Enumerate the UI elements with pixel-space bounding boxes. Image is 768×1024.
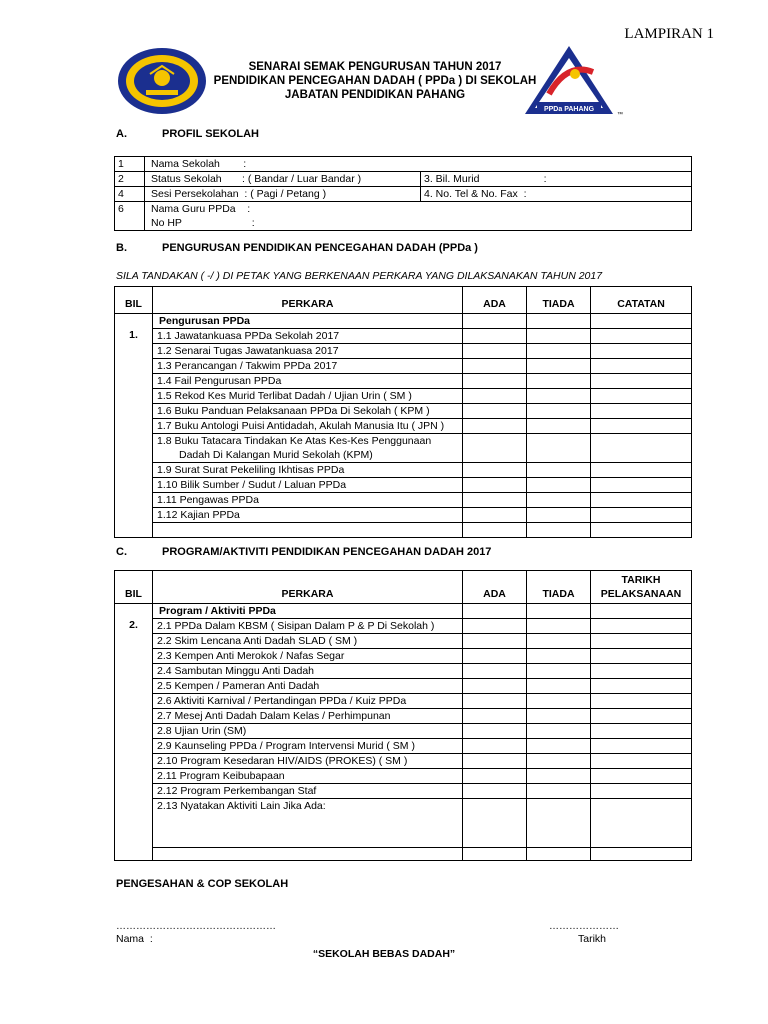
ada-cell[interactable]	[463, 754, 527, 769]
tarikh-cell[interactable]	[591, 619, 692, 634]
catatan-cell[interactable]	[591, 508, 692, 523]
tiada-cell[interactable]	[527, 848, 591, 861]
table-header-row	[115, 287, 692, 314]
catatan-cell[interactable]	[591, 359, 692, 374]
ada-cell[interactable]	[463, 664, 527, 679]
ppda-logo-text: PPDa PAHANG	[543, 106, 595, 113]
tiada-cell[interactable]	[527, 739, 591, 754]
catatan-cell[interactable]	[591, 344, 692, 359]
table-row	[115, 389, 692, 404]
tiada-cell[interactable]	[527, 724, 591, 739]
guru-ppda-field[interactable]	[145, 202, 692, 231]
profile-row	[115, 157, 692, 172]
tarikh-cell[interactable]	[591, 709, 692, 724]
tiada-cell[interactable]	[527, 508, 591, 523]
row-number: 1	[115, 157, 145, 172]
ada-cell[interactable]	[463, 419, 527, 434]
ada-cell[interactable]	[463, 344, 527, 359]
tarikh-cell[interactable]	[591, 604, 692, 619]
profile-row	[115, 187, 692, 202]
catatan-cell[interactable]	[591, 374, 692, 389]
tiada-cell[interactable]	[527, 389, 591, 404]
table-row	[115, 784, 692, 799]
tarikh-cell[interactable]	[591, 799, 692, 848]
section-a-title: PROFIL SEKOLAH	[162, 128, 259, 140]
tarikh-cell[interactable]	[591, 694, 692, 709]
profile-row	[115, 172, 692, 187]
table-row	[115, 344, 692, 359]
table-row	[115, 619, 692, 634]
col-catatan: CATATAN	[591, 287, 692, 314]
table-row	[115, 709, 692, 724]
ada-cell[interactable]	[463, 374, 527, 389]
tarikh-cell[interactable]	[591, 664, 692, 679]
item-label-multiline	[153, 434, 463, 463]
ada-cell[interactable]	[463, 709, 527, 724]
item-1-8-line-1: 1.8 Buku Tatacara Tindakan Ke Atas Kes-Kes Penggunaan	[157, 435, 432, 447]
tiada-cell[interactable]	[527, 604, 591, 619]
section-c-label: C.	[116, 546, 127, 558]
tarikh-cell[interactable]	[591, 784, 692, 799]
tiada-cell[interactable]	[527, 649, 591, 664]
ada-cell[interactable]	[463, 724, 527, 739]
col-ada: ADA	[463, 287, 527, 314]
col-ada: ADA	[463, 571, 527, 604]
tiada-cell[interactable]	[527, 664, 591, 679]
table-row	[115, 679, 692, 694]
table-row	[115, 478, 692, 493]
section-a-label: A.	[116, 128, 127, 140]
nama-label: Nama :	[116, 933, 153, 945]
group-heading: Program / Aktiviti PPDa	[153, 604, 463, 619]
item-label: 2.2 Skim Lencana Anti Dadah SLAD ( SM )	[153, 634, 463, 649]
tiada-cell[interactable]	[527, 754, 591, 769]
item-label: 2.11 Program Keibubapaan	[153, 769, 463, 784]
tarikh-cell[interactable]	[591, 769, 692, 784]
tiada-cell[interactable]	[527, 523, 591, 538]
item-label: 1.7 Buku Antologi Puisi Antidadah, Akulah Manusia Itu ( JPN )	[153, 419, 463, 434]
ada-cell[interactable]	[463, 799, 527, 848]
instruction-note: SILA TANDAKAN ( -/ ) DI PETAK YANG BERKENAAN PERKARA YANG DILAKSANAKAN TAHUN 2017	[116, 270, 603, 282]
item-label: 2.4 Sambutan Minggu Anti Dadah	[153, 664, 463, 679]
tiada-cell[interactable]	[527, 419, 591, 434]
col-tarikh: TARIKH	[621, 574, 661, 586]
tiada-cell[interactable]	[527, 344, 591, 359]
tiada-cell[interactable]	[527, 634, 591, 649]
row-number: 4	[115, 187, 145, 202]
item-label: 2.12 Program Perkembangan Staf	[153, 784, 463, 799]
ada-cell[interactable]	[463, 493, 527, 508]
header-line-3: JABATAN PENDIDIKAN PAHANG	[284, 89, 466, 101]
checklist-c-table	[114, 570, 692, 861]
table-row	[115, 493, 692, 508]
ada-cell[interactable]	[463, 679, 527, 694]
table-row	[115, 739, 692, 754]
ada-cell[interactable]	[463, 463, 527, 478]
ada-cell[interactable]	[463, 329, 527, 344]
table-row	[115, 463, 692, 478]
header-line-2: PENDIDIKAN PENCEGAHAN DADAH ( PPDa ) DI SEKOLAH	[213, 75, 537, 87]
item-label: 1.9 Surat Surat Pekeliling Ikhtisas PPDa	[153, 463, 463, 478]
checklist-b-table	[114, 286, 692, 538]
tiada-cell[interactable]	[527, 359, 591, 374]
item-label: 1.6 Buku Panduan Pelaksanaan PPDa Di Sekolah ( KPM )	[153, 404, 463, 419]
item-label: 2.3 Kempen Anti Merokok / Nafas Segar	[153, 649, 463, 664]
table-row	[115, 419, 692, 434]
item-label: 1.1 Jawatankuasa PPDa Sekolah 2017	[153, 329, 463, 344]
tiada-cell[interactable]	[527, 493, 591, 508]
table-row	[115, 359, 692, 374]
item-label: 2.7 Mesej Anti Dadah Dalam Kelas / Perhimpunan	[153, 709, 463, 724]
table-row	[115, 664, 692, 679]
ada-cell[interactable]	[463, 508, 527, 523]
table-row	[115, 508, 692, 523]
catatan-cell[interactable]	[591, 493, 692, 508]
ada-cell[interactable]	[463, 634, 527, 649]
catatan-cell[interactable]	[591, 478, 692, 493]
table-row	[115, 329, 692, 344]
section-b-title: PENGURUSAN PENDIDIKAN PENCEGAHAN DADAH (PPDa )	[162, 242, 478, 254]
ada-cell[interactable]	[463, 523, 527, 538]
ada-cell[interactable]	[463, 649, 527, 664]
item-label: 1.10 Bilik Sumber / Sudut / Laluan PPDa	[153, 478, 463, 493]
ada-cell[interactable]	[463, 389, 527, 404]
section-c-title: PROGRAM/AKTIVITI PENDIDIKAN PENCEGAHAN DADAH 2017	[162, 546, 492, 558]
tarikh-cell[interactable]	[591, 634, 692, 649]
tarikh-cell[interactable]	[591, 739, 692, 754]
col-tiada: TIADA	[527, 571, 591, 604]
profile-row	[115, 202, 692, 231]
catatan-cell[interactable]	[591, 329, 692, 344]
tiada-cell[interactable]	[527, 478, 591, 493]
ada-cell[interactable]	[463, 478, 527, 493]
bil-number: 2.	[115, 604, 153, 861]
table-row	[115, 848, 692, 861]
ada-cell[interactable]	[463, 784, 527, 799]
col-perkara: PERKARA	[153, 571, 463, 604]
tel-fax-field[interactable]: 4. No. Tel & No. Fax :	[421, 187, 692, 202]
ada-cell[interactable]	[463, 694, 527, 709]
signature-line-left[interactable]: …………………………………………	[116, 921, 276, 932]
tarikh-cell[interactable]	[591, 754, 692, 769]
jabatan-pendidikan-logo	[116, 46, 208, 116]
item-label: 2.5 Kempen / Pameran Anti Dadah	[153, 679, 463, 694]
tarikh-cell[interactable]	[591, 679, 692, 694]
ada-cell[interactable]	[463, 619, 527, 634]
nama-sekolah-field[interactable]: Nama Sekolah :	[145, 157, 692, 172]
ada-cell[interactable]	[463, 404, 527, 419]
lampiran-label: LAMPIRAN 1	[624, 26, 714, 42]
signature-line-right[interactable]: …………………	[549, 921, 619, 932]
item-label: 2.6 Aktiviti Karnival / Pertandingan PPDa / Kuiz PPDa	[153, 694, 463, 709]
item-label: 1.12 Kajian PPDa	[153, 508, 463, 523]
blank-item[interactable]	[153, 523, 463, 538]
catatan-cell[interactable]	[591, 404, 692, 419]
tiada-cell[interactable]	[527, 329, 591, 344]
group-heading: Pengurusan PPDa	[153, 314, 463, 329]
ada-cell[interactable]	[463, 769, 527, 784]
table-row	[115, 434, 692, 463]
tiada-cell[interactable]	[527, 314, 591, 329]
ada-cell[interactable]	[463, 848, 527, 861]
table-row	[115, 523, 692, 538]
item-label: 2.13 Nyatakan Aktiviti Lain Jika Ada:	[153, 799, 463, 848]
tarikh-label: Tarikh	[578, 933, 607, 945]
tarikh-cell[interactable]	[591, 724, 692, 739]
table-row	[115, 754, 692, 769]
item-label: 2.10 Program Kesedaran HIV/AIDS (PROKES) ( SM )	[153, 754, 463, 769]
col-bil: BIL	[115, 571, 153, 604]
table-row	[115, 769, 692, 784]
table-row	[115, 634, 692, 649]
ada-cell[interactable]	[463, 434, 527, 463]
table-row	[115, 374, 692, 389]
tiada-cell[interactable]	[527, 404, 591, 419]
bil-murid-field[interactable]: 3. Bil. Murid :	[421, 172, 692, 187]
catatan-cell[interactable]	[591, 523, 692, 538]
catatan-cell[interactable]	[591, 314, 692, 329]
tiada-cell[interactable]	[527, 463, 591, 478]
svg-text:™: ™	[617, 112, 623, 118]
item-label: 1.3 Perancangan / Takwim PPDa 2017	[153, 359, 463, 374]
tarikh-cell[interactable]	[591, 649, 692, 664]
item-1-8-line-2: Dadah Di Kalangan Murid Sekolah (KPM)	[179, 449, 373, 461]
no-hp-label: No HP :	[151, 217, 255, 229]
table-row	[115, 724, 692, 739]
status-sekolah-field[interactable]: Status Sekolah : ( Bandar / Luar Bandar )	[145, 172, 421, 187]
table-row	[115, 694, 692, 709]
blank-item[interactable]	[153, 848, 463, 861]
tarikh-cell[interactable]	[591, 848, 692, 861]
row-number: 2	[115, 172, 145, 187]
bil-number: 1.	[115, 314, 153, 538]
catatan-cell[interactable]	[591, 389, 692, 404]
tiada-cell[interactable]	[527, 769, 591, 784]
ada-cell[interactable]	[463, 359, 527, 374]
catatan-cell[interactable]	[591, 463, 692, 478]
col-perkara: PERKARA	[153, 287, 463, 314]
ada-cell[interactable]	[463, 604, 527, 619]
item-label: 1.4 Fail Pengurusan PPDa	[153, 374, 463, 389]
table-row	[115, 799, 692, 848]
tiada-cell[interactable]	[527, 679, 591, 694]
item-label: 1.2 Senarai Tugas Jawatankuasa 2017	[153, 344, 463, 359]
item-label: 1.11 Pengawas PPDa	[153, 493, 463, 508]
item-label: 2.9 Kaunseling PPDa / Program Intervensi Murid ( SM )	[153, 739, 463, 754]
catatan-cell[interactable]	[591, 434, 692, 463]
pengesahan-heading: PENGESAHAN & COP SEKOLAH	[116, 878, 289, 890]
row-number: 6	[115, 202, 145, 231]
tiada-cell[interactable]	[527, 374, 591, 389]
section-b-label: B.	[116, 242, 127, 254]
item-label: 1.5 Rekod Kes Murid Terlibat Dadah / Ujian Urin ( SM )	[153, 389, 463, 404]
catatan-cell[interactable]	[591, 419, 692, 434]
table-row	[115, 404, 692, 419]
header-line-1: SENARAI SEMAK PENGURUSAN TAHUN 2017	[248, 61, 502, 73]
tiada-cell[interactable]	[527, 799, 591, 848]
table-row	[115, 649, 692, 664]
motto-text: “SEKOLAH BEBAS DADAH”	[312, 948, 456, 960]
item-label: 2.1 PPDa Dalam KBSM ( Sisipan Dalam P & P Di Sekolah )	[153, 619, 463, 634]
tiada-cell[interactable]	[527, 784, 591, 799]
profile-table	[114, 156, 692, 231]
col-pelaksanaan: PELAKSANAAN	[600, 588, 682, 600]
col-tiada: TIADA	[527, 287, 591, 314]
tiada-cell[interactable]	[527, 694, 591, 709]
tiada-cell[interactable]	[527, 434, 591, 463]
tiada-cell[interactable]	[527, 709, 591, 724]
ada-cell[interactable]	[463, 739, 527, 754]
ada-cell[interactable]	[463, 314, 527, 329]
col-bil: BIL	[115, 287, 153, 314]
tiada-cell[interactable]	[527, 619, 591, 634]
table-row	[115, 314, 692, 329]
table-row	[115, 604, 692, 619]
nama-guru-label: Nama Guru PPDa :	[151, 203, 251, 215]
col-tarikh-pelaksanaan	[591, 571, 692, 604]
sesi-persekolahan-field[interactable]: Sesi Persekolahan : ( Pagi / Petang )	[145, 187, 421, 202]
table-header-row	[115, 571, 692, 604]
item-label: 2.8 Ujian Urin (SM)	[153, 724, 463, 739]
